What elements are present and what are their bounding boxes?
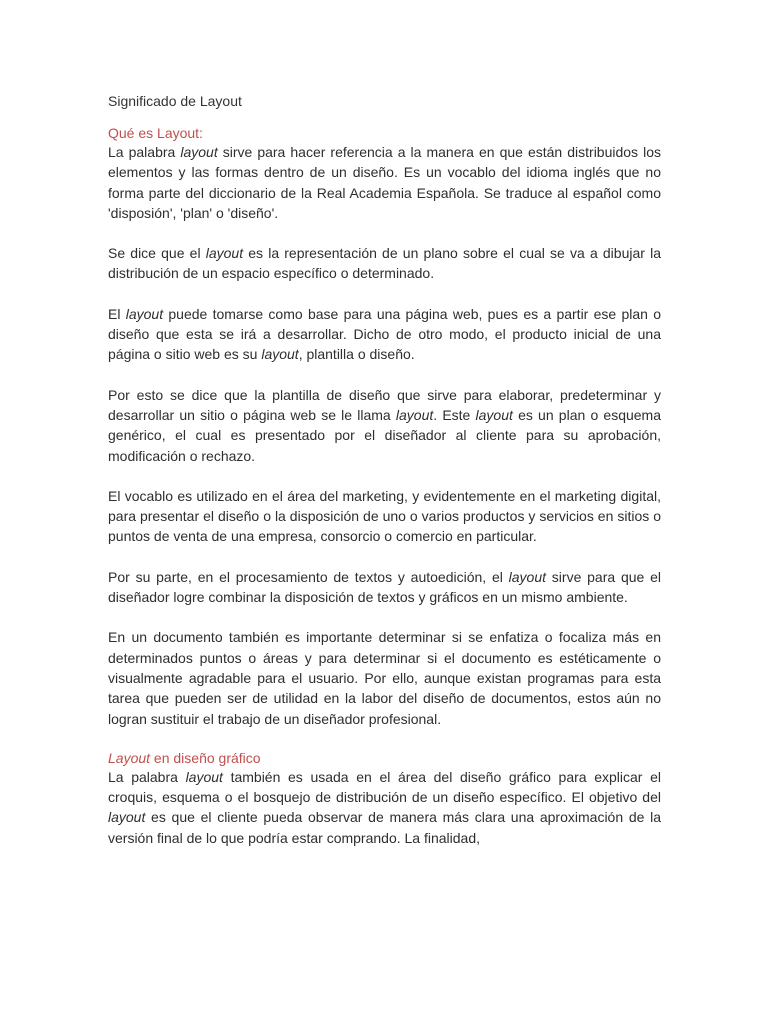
section-heading-que-es-layout: Qué es Layout: — [108, 125, 203, 141]
document-page — [108, 92, 661, 868]
italic-term: layout — [125, 305, 164, 322]
paragraph: Se dice que el layout es la representación de un plano sobre el cual se va a dibujar la distribución de un espacio específico o determinado. — [108, 245, 661, 282]
paragraph: La palabra layout sirve para hacer referencia a la manera en que están distribuidos los elementos y las formas dentro de un diseño. Es un vocablo del idioma inglés que no forma parte del diccionario de la Real Academia Española. Se traduce al español como 'disposión', 'plan' o 'diseño'. — [108, 144, 661, 221]
italic-term: layout — [395, 406, 434, 423]
section-heading-layout-diseno-grafico: Layout en diseño gráfico — [108, 749, 261, 766]
paragraph: El layout puede tomarse como base para una página web, pues es a partir ese plan o diseño que esta se irá a desarrollar. Dicho de otro modo, el producto inicial de una página o sitio web es su layout, plantilla o diseño. — [108, 305, 661, 363]
italic-term: layout — [508, 568, 547, 585]
paragraph: Por su parte, en el procesamiento de textos y autoedición, el layout sirve para que el diseñador logre combinar la disposición de textos y gráficos en un mismo ambiente. — [108, 568, 661, 606]
italic-term: layout — [475, 406, 513, 423]
paragraph: El vocablo es utilizado en el área del marketing, y evidentemente en el marketing digital, para presentar el diseño o la disposición de uno o varios productos y servicios en sitios o puntos de venta de una empresa, consorcio o comercio en particular. — [108, 487, 661, 545]
italic-term: Layout — [108, 749, 151, 766]
italic-term: layout — [205, 245, 244, 262]
document-title: Significado de Layout — [108, 93, 242, 109]
italic-term: layout — [180, 144, 218, 160]
paragraph: En un documento también es importante determinar si se enfatiza o focaliza más en determinados puntos o áreas y para determinar si el documento es estéticamente o visualmente agradable para el usuario. Por ello, aunque existan programas para esta tarea que pueden ser de utilidad en la labor del diseño de documentos, estos aún no logran sustituir el trabajo de un diseñador profesional. — [108, 629, 661, 727]
italic-term: layout — [108, 809, 146, 826]
italic-term: layout — [185, 768, 223, 785]
paragraph: La palabra layout también es usada en el área del diseño gráfico para explicar el croquis, esquema o el bosquejo de distribución de un diseño específico. El objetivo del layout es que el cliente pueda observar de manera más clara una aproximación de la versión final de lo que podría estar comprando. La finalidad, — [108, 768, 661, 846]
italic-term: layout — [261, 346, 299, 363]
paragraph: Por esto se dice que la plantilla de diseño que sirve para elaborar, predeterminar y desarrollar un sitio o página web se le llama layout. Este layout es un plan o esquema genérico, el cual es presentado por el diseñador al cliente para su aprobación, modificación o rechazo. — [108, 386, 662, 464]
